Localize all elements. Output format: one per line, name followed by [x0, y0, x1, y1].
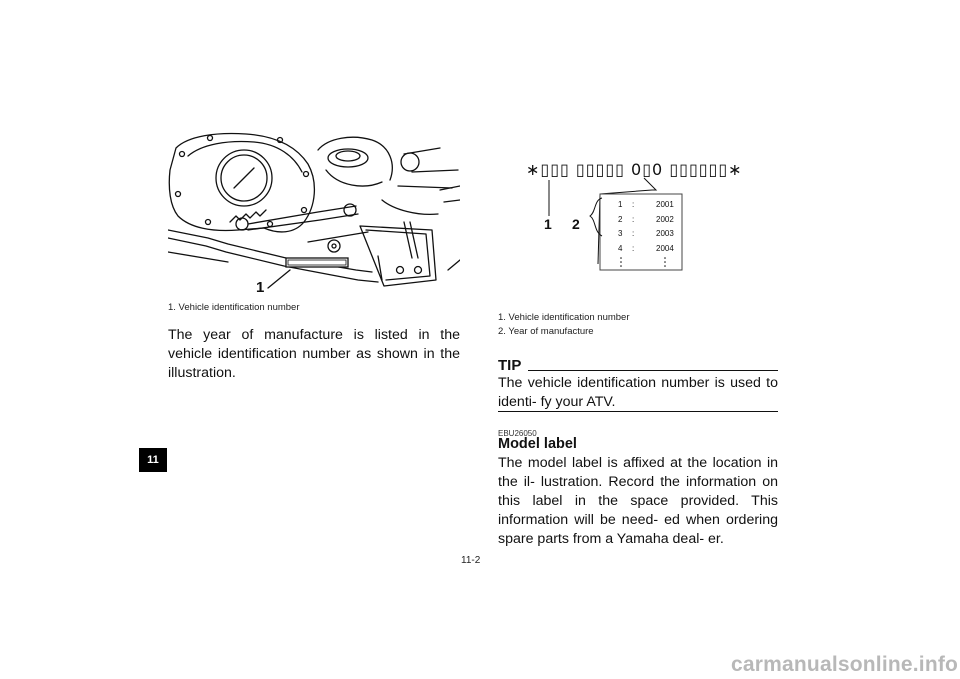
year-value: 2004 [656, 243, 674, 253]
right-figure-caption-2: 2. Year of manufacture [498, 326, 594, 337]
year-code: 1 [618, 200, 623, 209]
vin-group-3b: 0 [652, 160, 664, 179]
section-code: EBU26050 [498, 429, 537, 438]
vin-star-right: ∗ [728, 160, 743, 179]
model-label-paragraph: The model label is affixed at the location in the il- lustration. Record the information on this label in the space provided. This information will be need- ed when ordering spare parts from a Yamaha deal- er. [498, 455, 778, 547]
year-value: 2003 [656, 229, 674, 238]
vin-group-4: ▯▯▯▯▯▯ [669, 160, 729, 179]
chapter-tab-number: 11 [147, 454, 159, 466]
vin-diagram [498, 154, 760, 274]
page-number: 11-2 [461, 555, 481, 566]
year-row [618, 242, 674, 257]
engine-illustration [168, 130, 460, 295]
vin-group-3-box: ▯ [642, 160, 653, 179]
tip-bottom-rule [498, 411, 778, 412]
year-value: 2001 [656, 200, 674, 209]
tip-top-rule [528, 370, 778, 371]
tip-text: The vehicle identification number is used to identi- fy your ATV. [498, 375, 778, 410]
year-row [618, 213, 674, 228]
vin-group-3a: 0 [631, 160, 643, 179]
vin-group-1: ▯▯▯ [540, 160, 570, 179]
year-table-continuation-dots [618, 256, 678, 268]
year-row [618, 198, 674, 213]
tip-title: TIP [498, 357, 522, 374]
chapter-tab [139, 448, 167, 472]
left-figure-caption: 1. Vehicle identification number [168, 302, 300, 313]
year-sep: : [632, 243, 635, 253]
left-callout-1: 1 [256, 279, 265, 295]
year-code: 3 [618, 229, 623, 238]
left-body-paragraph: The year of manufacture is listed in the vehicle identification number as shown in the illustration. [168, 327, 460, 381]
vin-star-left: ∗ [526, 160, 541, 179]
model-label-heading: Model label [498, 436, 577, 452]
year-code: 4 [618, 243, 623, 253]
year-sep: : [632, 200, 635, 209]
year-row [618, 227, 674, 242]
year-code-table [618, 198, 674, 256]
watermark: carmanualsonline.info [731, 653, 959, 676]
year-code: 2 [618, 214, 623, 224]
year-sep: : [632, 229, 635, 238]
right-figure-caption-1: 1. Vehicle identification number [498, 312, 630, 323]
right-callout-1: 1 [544, 216, 552, 232]
year-sep: : [632, 214, 635, 224]
right-callout-2: 2 [572, 216, 580, 232]
year-value: 2002 [656, 214, 674, 224]
vin-group-2: ▯▯▯▯▯ [575, 160, 625, 179]
